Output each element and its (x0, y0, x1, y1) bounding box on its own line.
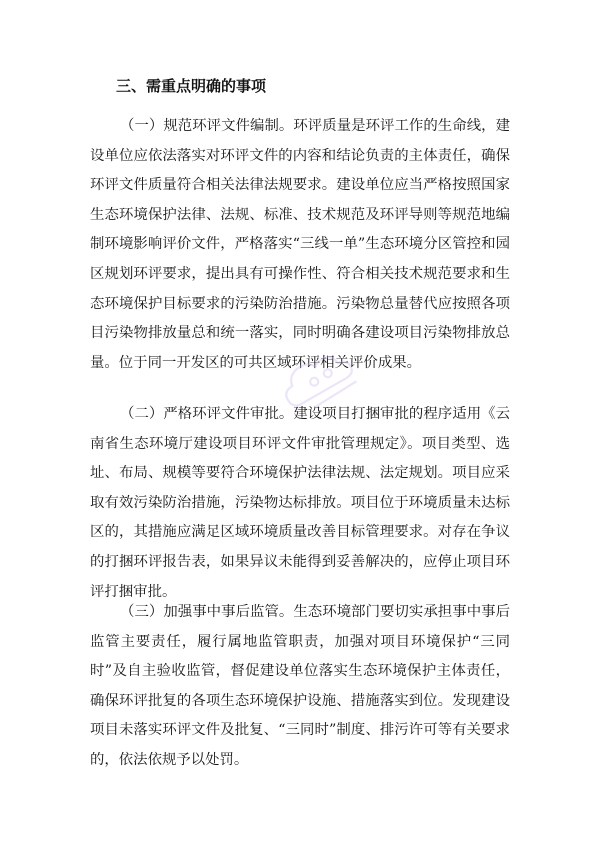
paragraph-strict-eia-approval: （二）严格环评文件审批。建设项目打捆审批的程序适用《云南省生态环境厅建设项目环评文件审批管理规定》。项目类型、选址、布局、规模等要符合环境保护法律法规、法定规划。项目应采取有效污染防治措施，污染物达标排放。项目位于环境质量未达标区的，其措施应满足区域环境质量改善目标管理要求。对存在争议的打捆环评报告表，如果异议未能得到妥善解决的，应停止项目环评打捆审批。 (90, 406, 510, 600)
paragraph-strengthen-supervision: （三）加强事中事后监管。生态环境部门要切实承担事中事后监管主要责任，履行属地监管职责，加强对项目环境保护“三同时”及自主验收监管，督促建设单位落实生态环境保护主体责任，确保环评批复的各项生态环境保护设施、措施落实到位。发现建设项目未落实环评文件及批复、“三同时”制度、排污许可等有关要求的，依法依规予以处罚。 (90, 604, 510, 768)
paragraph-standardize-eia-preparation: （一）规范环评文件编制。环评质量是环评工作的生命线，建设单位应依法落实对环评文件的内容和结论负责的主体责任，确保环评文件质量符合相关法律法规要求。建设单位应当严格按照国家生态环境保护法律、法规、标准、技术规范及环评导则等规范地编制环境影响评价文件，严格落实“三线一单”生态环境分区管控和园区规划环评要求，提出具有可操作性、符合相关技术规范要求和生态环境保护目标要求的污染防治措施。污染物总量替代应按照各项目污染物排放量总和统一落实，同时明确各建设项目污染物排放总量。位于同一开发区的可共区域环评相关评价成果。 (90, 118, 510, 371)
section-heading: 三、需重点明确的事项 (116, 77, 267, 95)
